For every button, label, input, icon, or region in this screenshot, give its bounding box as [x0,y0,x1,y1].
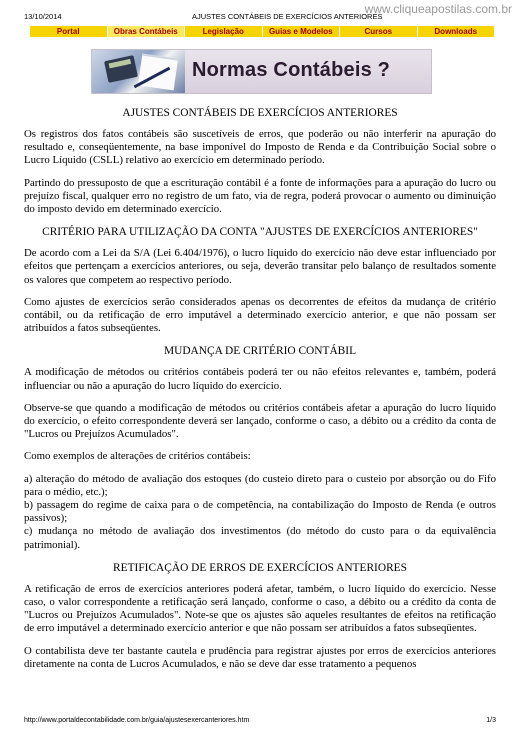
nav-obras-contabeis[interactable]: Obras Contábeis [108,26,186,37]
paragraph: Observe-se que quando a modificação de métodos ou critérios contábeis afetar a apuração do lucro líquido do exercício, o efeito correspondente deverá ser lançado, conforme o caso, a débito ou a crédito da conta de "Lucros ou Prejuízos Acumulados". [24,401,496,441]
watermark: www.cliqueapostilas.com.br [364,2,512,16]
nav-cursos[interactable]: Cursos [340,26,418,37]
paragraph: A modificação de métodos ou critérios contábeis poderá ter ou não efeitos relevantes e, também, poderá influenciar ou não a apuração do lucro líquido do exercício. [24,366,496,392]
nav-guias-e-modelos[interactable]: Guias e Modelos [263,26,341,37]
nav-downloads[interactable]: Downloads [434,27,478,36]
top-nav [30,26,494,37]
paragraph: De acordo com a Lei da S/A (Lei 6.404/1976), o lucro líquido do exercício não deve estar influenciado por efeitos que pertençam a exercícios anteriores, ou seja, deverão transitar pelo balanço de resultados somente os valores que competem ao respectivo período. [24,247,496,286]
article-body [24,98,496,680]
paragraph: Como exemplos de alterações de critérios contábeis: [24,450,251,463]
nav-legislacao[interactable]: Legislação [185,26,263,37]
calculator-icon [104,55,138,83]
page-number: 1/3 [486,717,496,724]
banner-title: Normas Contábeis ? [192,59,391,81]
paragraph: O contabilista deve ter bastante cautela e prudência para registrar ajustes por erros de exercícios anteriores diretamente na conta de Lucros Acumulados, e não se deve dar esse tratamento a pequenos [24,644,496,670]
paragraph: A retificação de erros de exercícios anteriores poderá afetar, também, o lucro líquido do exercício. Nesse caso, o valor correspondente a retificação será lançado, conforme o caso, a débito ou a crédito da conta de "Lucros ou Prejuízos Acumulados". Note-se que os ajustes são aqueles resultantes de efeitos na retificação de erro imputável a determinado exercício anterior e que não possam ser atribuídos a fatos subseqüentes. [24,582,496,635]
list-item: b) passagem do regime de caixa para o de competência, na contabilização do Imposto de Renda (e outros passivos); [24,499,496,525]
banner-image [92,50,185,93]
paragraph: Partindo do pressuposto de que a escrituração contábil é a fonte de informações para a apuração do lucro ou prejuízo fiscal, qualquer erro no registro de um fato, via de regra, poderá provocar o aumento ou diminuição do imposto devido em determinado exercício. [24,176,496,216]
print-page-title: AJUSTES CONTÁBEIS DE EXERCÍCIOS ANTERIORES [192,12,383,21]
section-heading: MUDANÇA DE CRITÉRIO CONTÁBIL [163,345,357,358]
nav-portal[interactable]: Portal [30,26,108,37]
section-heading: RETIFICAÇÃO DE ERROS DE EXERCÍCIOS ANTERIORES [113,561,407,574]
page-url[interactable]: http://www.portaldecontabilidade.com.br/guia/ajustesexercanteriores.htm [24,717,250,724]
paragraph: Os registros dos fatos contábeis são suscetíveis de erros, que poderão ou não interferir na apuração do resultado e, conseqüentemente, na base imponível do Imposto de Renda e da Contribuição Social sobre o Lucro Líquido (CSLL) relativo ao exercício em determinado período. [24,128,496,167]
section-banner [91,49,432,94]
article-title: AJUSTES CONTÁBEIS DE EXERCÍCIOS ANTERIORES [122,107,398,119]
list-item: c) mudança no método de avaliação dos investimentos (do método do custo para o da equivalência patrimonial). [24,525,496,551]
print-footer [24,717,496,727]
list-item: a) alteração do método de avaliação dos estoques (do custeio direto para o custeio por absorção ou do Fifo para o médio, etc.); [24,472,496,498]
section-heading: CRITÉRIO PARA UTILIZAÇÃO DA CONTA "AJUSTES DE EXERCÍCIOS ANTERIORES" [42,226,478,239]
paragraph: Como ajustes de exercícios serão considerados apenas os decorrentes de efeitos da mudança de critério contábil, ou da retificação de erro imputável a determinado exercício anterior, e que não possam ser atribuídos a fatos subseqüentes. [24,295,496,335]
print-date: 13/10/2014 [24,12,62,21]
